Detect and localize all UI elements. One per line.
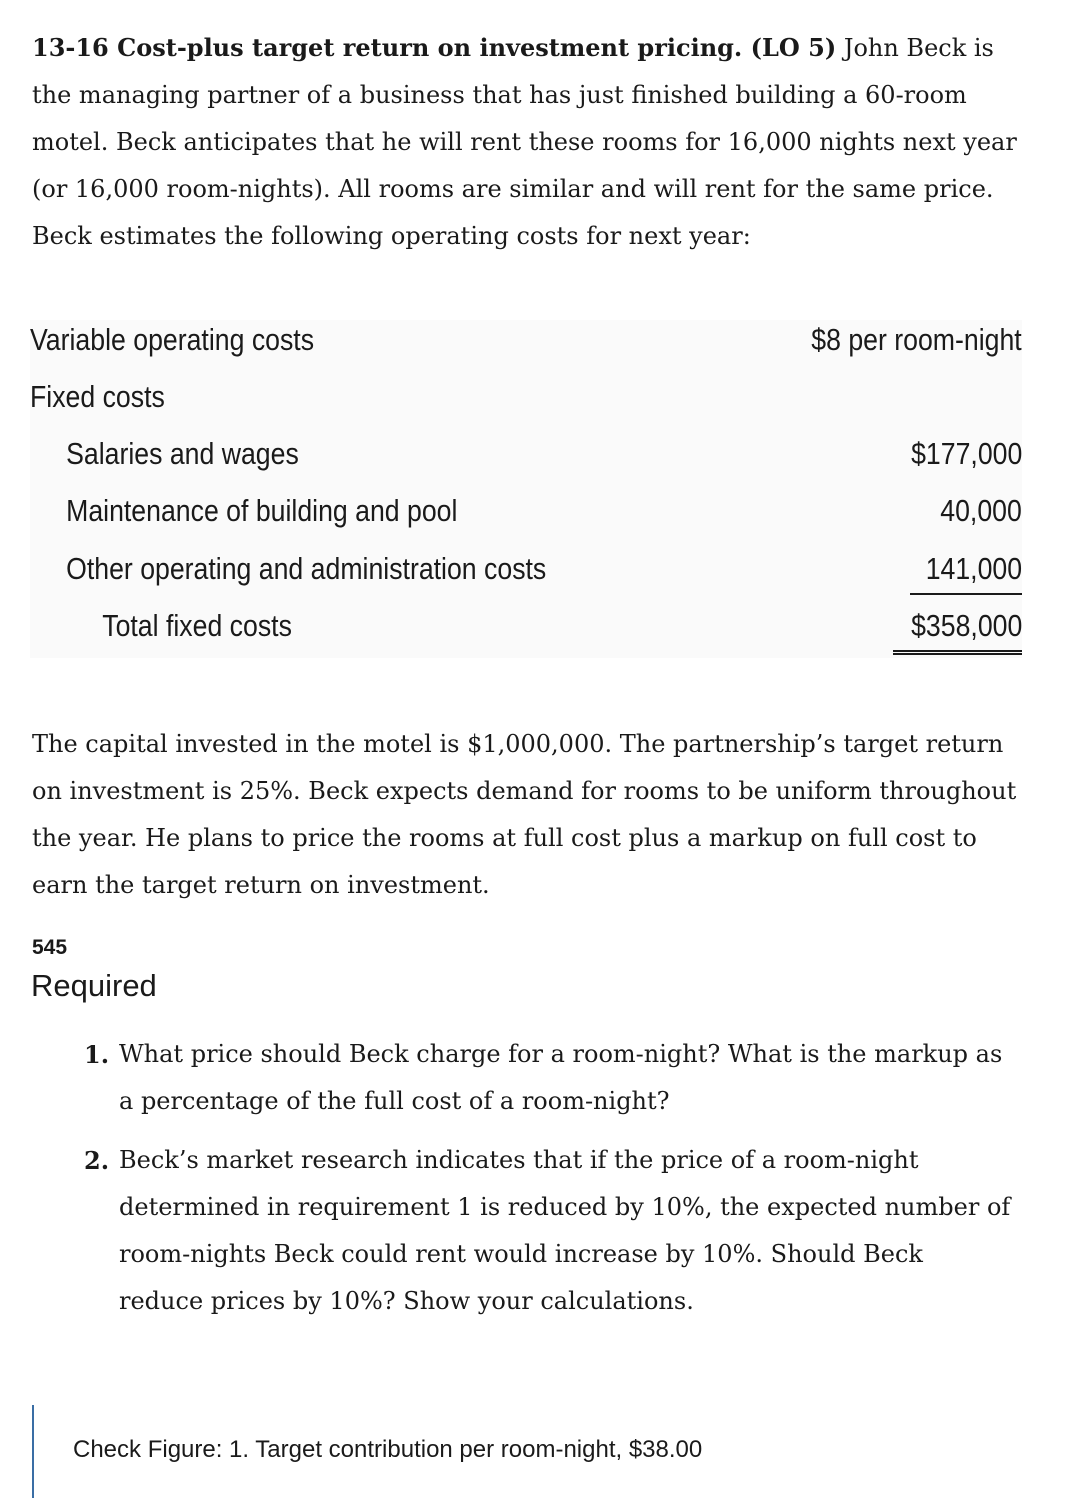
table-row xyxy=(30,551,883,591)
table-row xyxy=(30,436,883,476)
other-costs-value-cell xyxy=(910,551,1022,595)
fixed-costs-label: Fixed costs xyxy=(30,379,165,414)
requirement-text: What price should Beck charge for a room-night? What is the markup as a percentage of the full cost of a room-night? xyxy=(119,1040,1003,1115)
requirement-item xyxy=(84,1031,1014,1125)
variable-costs-row xyxy=(30,322,883,362)
problem-text xyxy=(32,24,1032,260)
salaries-value-cell xyxy=(893,436,1022,478)
variable-costs-label: Variable operating costs xyxy=(30,322,315,357)
capital-investment-paragraph: The capital invested in the motel is $1,000,000. The partnership’s target return on investment is 25%. Beck expects demand for rooms to be uniform throughout the year. He plans to price the rooms at full cost plus a markup on full cost to earn the target return on investment. xyxy=(32,730,1017,899)
problem-intro-text: John Beck is the managing partner of a business that has just finished building a 60-room motel. Beck anticipates that he will rent these rooms for 16,000 nights next year (or 16,000 room-nights). All rooms are similar and will rent for the same price. Beck estimates the following operating costs for next year: xyxy=(32,34,1017,250)
requirement-item xyxy=(84,1137,1014,1325)
requirement-text: Beck’s market research indicates that if the price of a room-night determined in requirement 1 is reduced by 10%, the expected number of room-nights Beck could rent would increase by 10%. Should Beck reduce prices by 10%? Show your calculations. xyxy=(119,1146,1011,1315)
required-heading: Required xyxy=(31,968,157,1003)
maintenance-value: 40,000 xyxy=(940,493,1022,528)
maintenance-value-cell xyxy=(927,493,1022,535)
page-number: 545 xyxy=(32,936,68,959)
maintenance-label: Maintenance of building and pool xyxy=(66,493,458,528)
table-row xyxy=(30,493,883,533)
other-costs-label: Other operating and administration costs xyxy=(66,551,547,586)
check-figure: Check Figure: 1. Target contribution per room-night, $38.00 xyxy=(73,1436,703,1463)
salaries-value: $177,000 xyxy=(910,436,1022,471)
requirement-number: 1. xyxy=(84,1040,110,1069)
problem-heading: 13-16 Cost-plus target return on investment pricing. (LO 5) xyxy=(32,33,837,62)
salaries-label: Salaries and wages xyxy=(66,436,299,471)
requirement-number: 2. xyxy=(84,1146,110,1175)
check-figure-accent-bar xyxy=(32,1405,34,1498)
total-fixed-costs-value-cell xyxy=(893,608,1022,655)
variable-costs-value: $8 per room-night xyxy=(811,322,1022,357)
fixed-costs-row xyxy=(30,379,883,419)
operating-costs-table xyxy=(30,320,1022,658)
total-fixed-costs-row xyxy=(30,608,883,648)
total-fixed-costs-label: Total fixed costs xyxy=(102,608,292,643)
other-costs-value: 141,000 xyxy=(925,551,1022,586)
variable-costs-value-cell xyxy=(777,322,1022,364)
total-fixed-costs-value: $358,000 xyxy=(910,608,1022,643)
